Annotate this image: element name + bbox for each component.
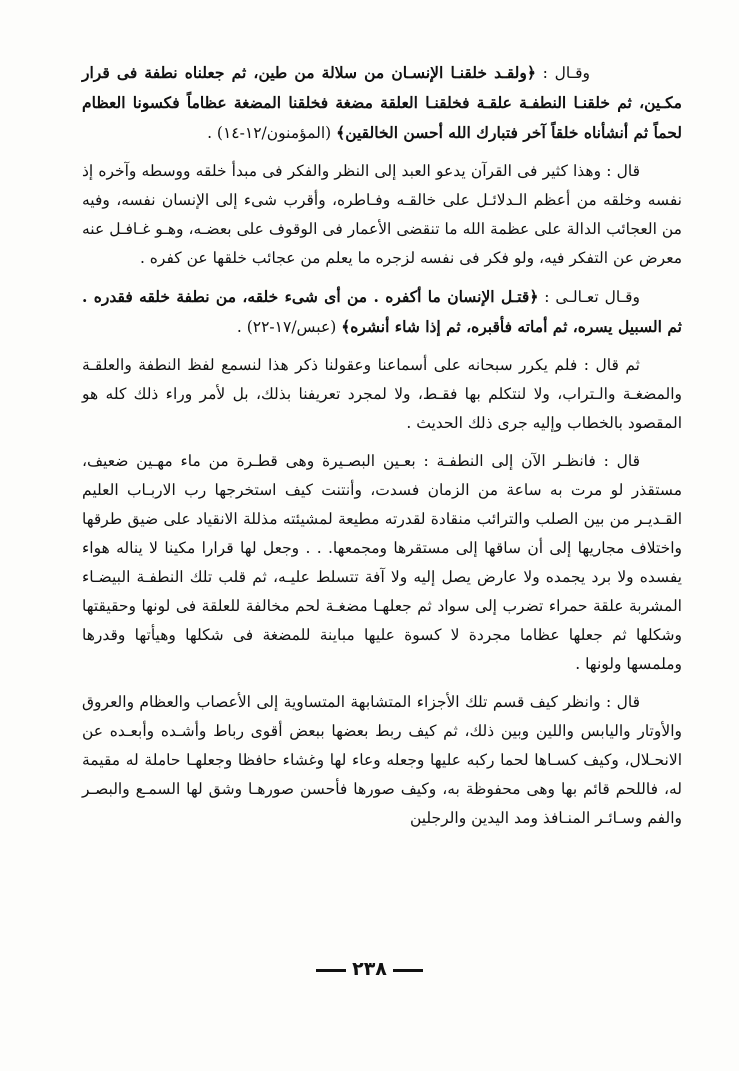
paragraph-lead: وقـال : [535,64,591,82]
paragraph-text: قال : فانظـر الآن إلى النطفـة : بعـين البصـيرة وهى قطـرة من ماء مهـين ضعيف، مستقذر لو مرت به ساعة من الزمان فسدت، وأنتنت كيف استخرجها رب الاربـاب العليم القـديـر من بين الصلب والترائب منقادة لقدرته مطيعة لمشيئته مذللة الانقياد على ضيق طرقها واختلاف مجاريها إلى أن ساقها إلى مستقرها ومجمعها. . . وجعل لها قرارا مكينا لا يناله هواء يفسده ولا برد يجمده ولا عارض يصل إليه ولا آفة تتسلط عليـه، ثم قلب تلك النطفـة البيضـاء المشربة علقة حمراء تضرب إلى سواد ثم جعلهـا مضغـة لحم مخالفة للعلقة فى لونها وحقيقتها وشكلها ثم جعلها عظاما مجردة لا كسوة عليها مباينة للمضغة فى شكلها وهيأتها وقدرها وملمسها ولونها . [82,452,682,673]
paragraph-reflection [82,157,682,273]
paragraph-text: قال : وانظر كيف قسم تلك الأجزاء المتشابهة المتساوية إلى الأعصاب والعظام والعروق والأوتار واليابس واللين وبين ذلك، ثم كيف ربط بعضها ببعض أقوى رباط وأشـده وأبعـده عن الانحـلال، وكيف كسـاها لحما ركبه عليها وجعله وعاء لها وغشاء حافظا وجعلهـا حاملة له مقيمة له، فاللحم قائم بها وهى محفوظة به، وكيف صورها فأحسن صورهـا وشق لها السمـع والبصـر والفم وسـائـر المنـافذ ومد اليدين والرجلين [82,693,682,827]
paragraph-nutfa [82,447,682,679]
page-number: ٢٣٨ [352,958,387,980]
quran-verse: ﴿ولقـد خلقنـا الإنسـان من سلالة من طين، ثم جعلناه نطفة فى قرار مكـين، ثم خلقنـا النطفـة علقـة فخلقنـا العلقة مضغة فخلقنا المضغة عظاماً فكسونا العظام لحماً ثم أنشأناه خلقاً آخر فتبارك الله أحسن الخالقين﴾ [82,63,682,142]
dash-right [393,969,423,972]
paragraph-text: ثم قال : فلم يكرر سبحانه على أسماعنا وعقولنا ذكر هذا لنسمع لفظ النطفة والعلقـة والمضغـة والـتراب، ولا لنتكلم بها فقـط، ولا لمجرد تعريفنا بذلك، بل لأمر وراء ذلك كله هو المقصود بالخطاب وإليه جرى ذلك الحديث . [82,356,682,432]
page-body [82,58,682,833]
quran-verse: ﴿قتـل الإنسان ما أكفره . من أى شىء خلقه، من نطفة خلقه فقدره . ثم السبيل يسره، ثم أماته فأقبره، ثم إذا شاء أنشره﴾ [82,287,682,336]
paragraph-quran-muminun [82,58,682,148]
verse-reference: (عبس/١٧-٢٢) . [236,318,342,336]
paragraph-lead: وقـال تعـالـى : [538,288,640,306]
verse-reference: (المؤمنون/١٢-١٤) . [207,124,337,142]
paragraph-parts [82,688,682,833]
paragraph-quran-abasa [82,282,682,342]
page-footer [0,958,739,980]
paragraph-purpose [82,351,682,438]
paragraph-text: قال : وهذا كثير فى القرآن يدعو العبد إلى النظر والفكر فى مبدأ خلقه ووسطه وآخره إذ نفسه وخلقه من أعظم الـدلائـل على خالقـه وفـاطره، وأقرب شىء إلى الإنسان نفسه، وفيه من العجائب الدالة على عظمة الله ما تنقضى الأعمار فى الوقوف على بعضـه، وهـو غـافـل عنه معرض عن التفكر فيه، ولو فكر فى نفسه لزجره ما يعلم من عجائب خلقها عن كفره . [82,162,682,267]
dash-left [316,969,346,972]
